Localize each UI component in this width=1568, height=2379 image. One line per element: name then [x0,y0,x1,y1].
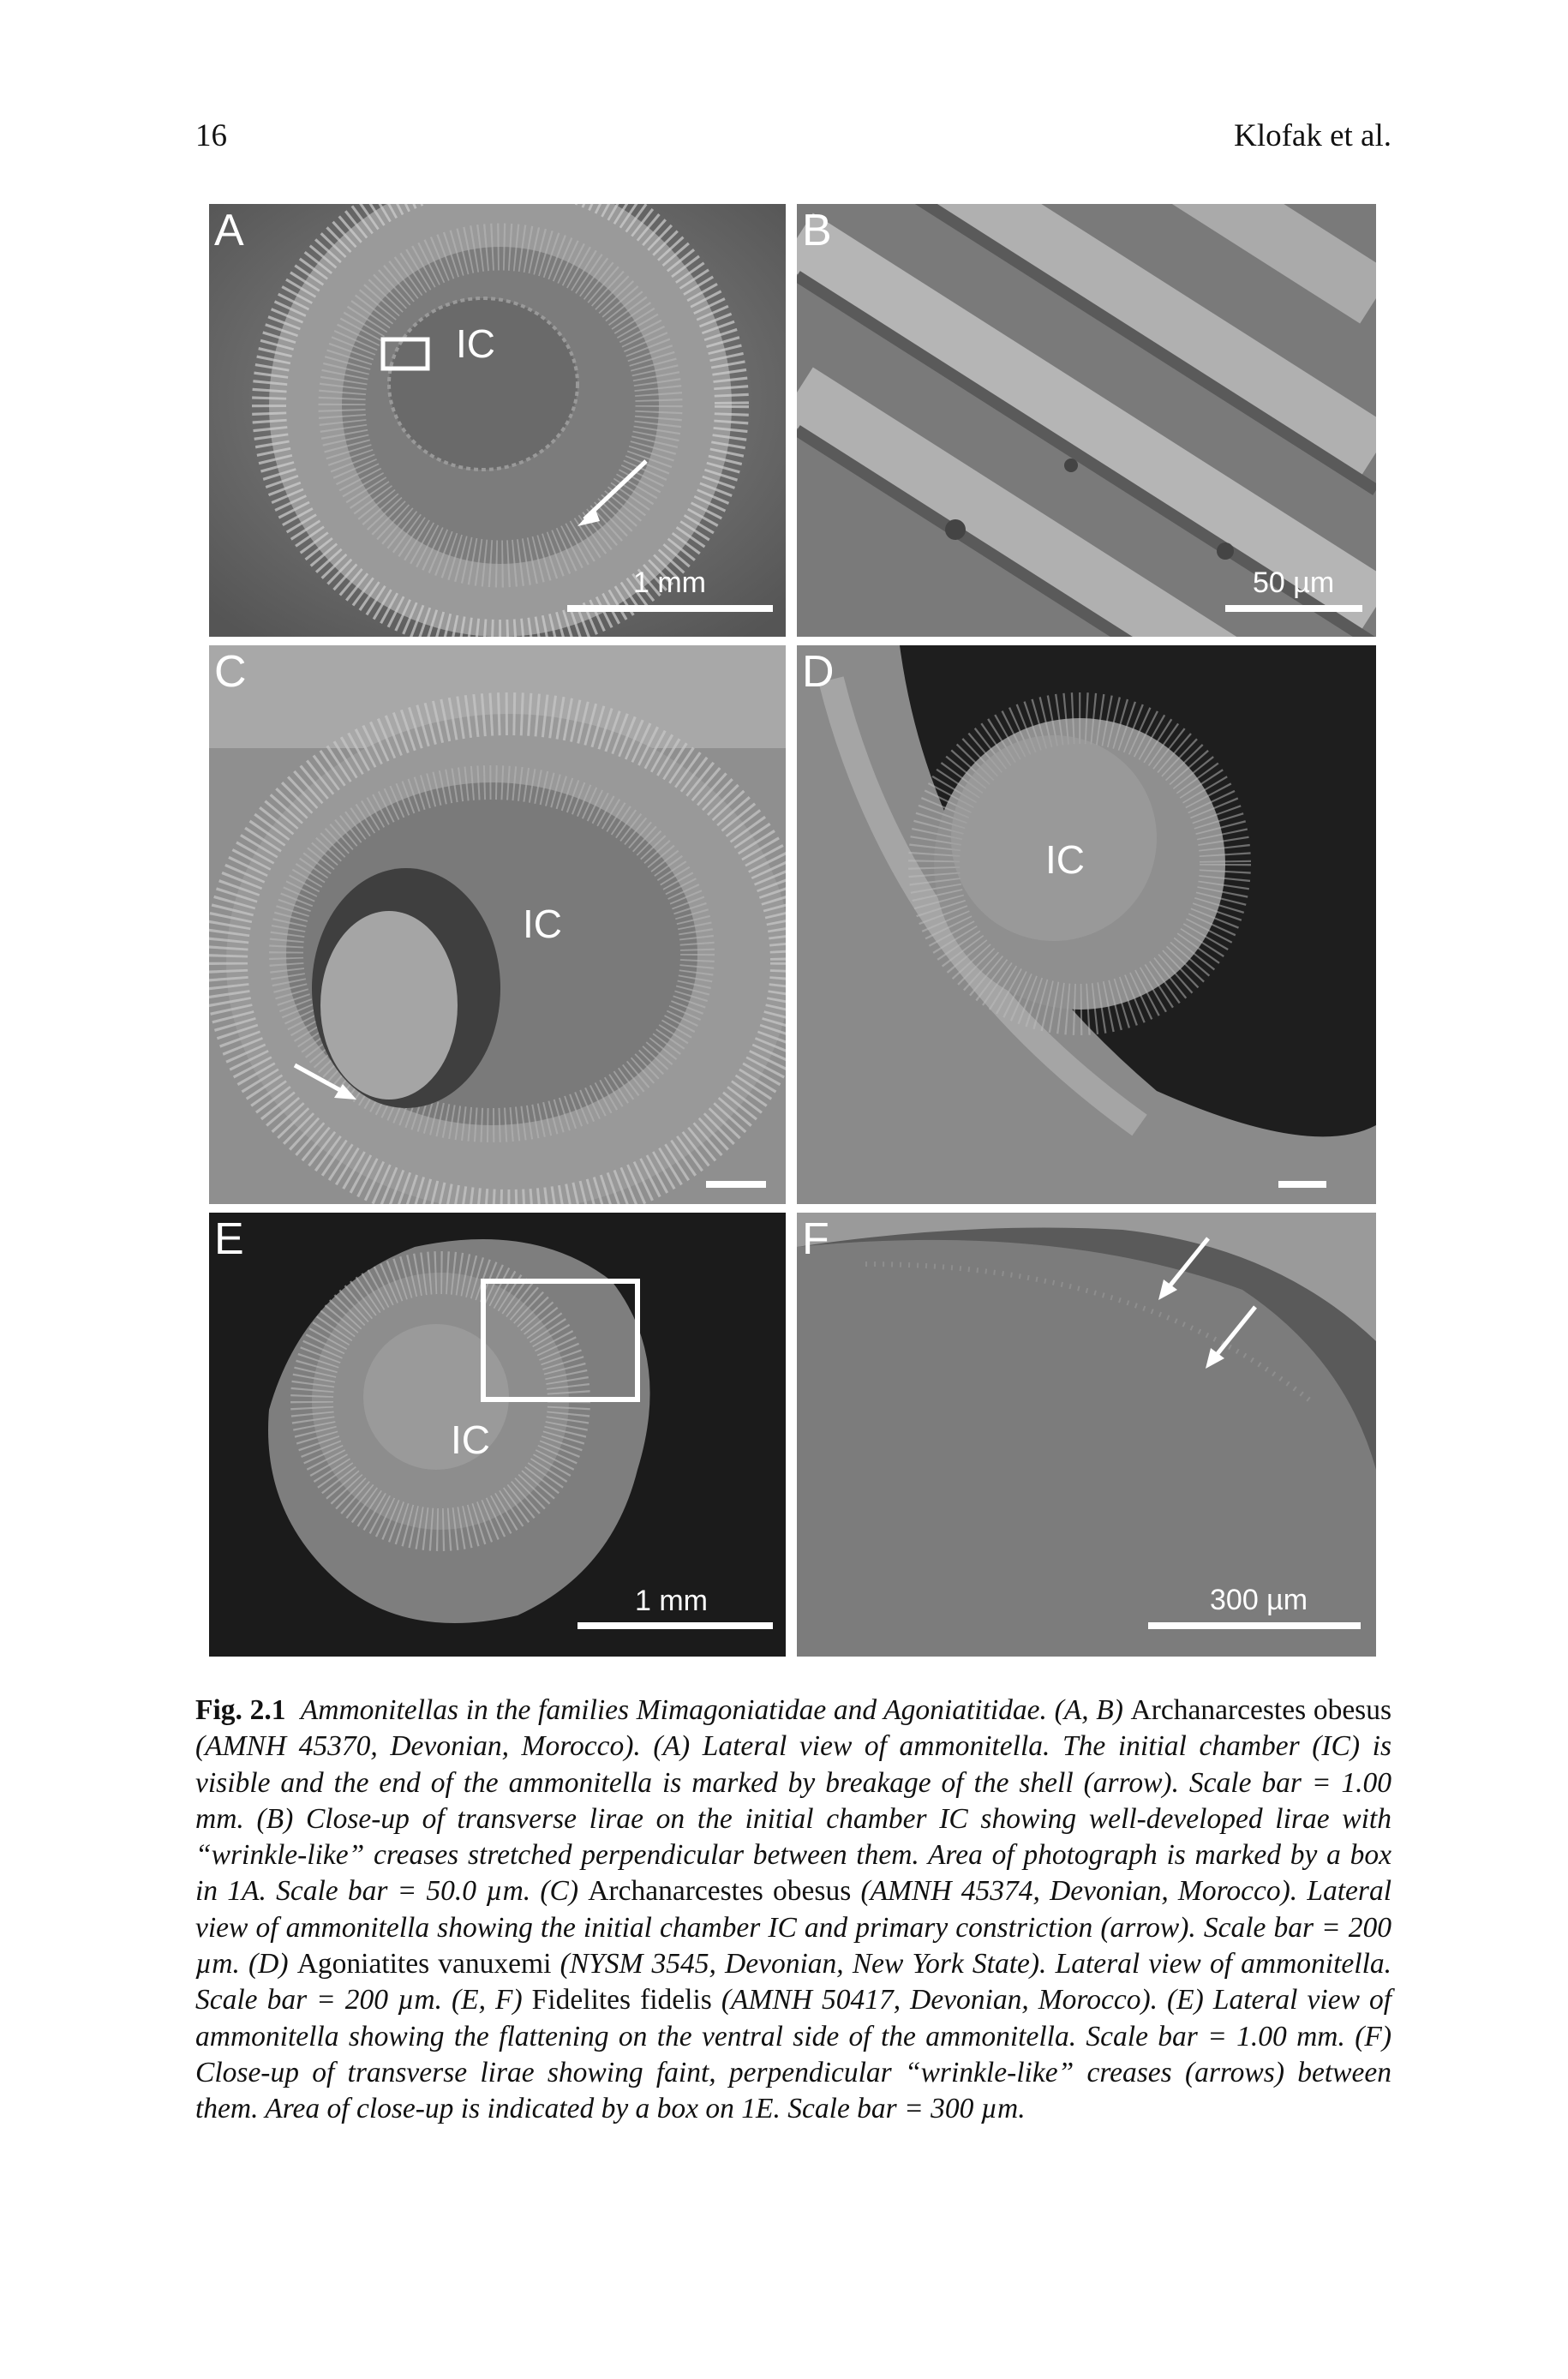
figure-panel-f [797,1213,1376,1657]
caption-segment: (AMNH 50417, Devonian, Morocco). (E) Lateral view of ammonitella showing the flattening on the ventral side of the ammonitella. Scale bar = 1.00 mm. (F) Close-up of transverse lirae showing faint, perpendicular “wrinkle-like” creases (arrows) between them. Area of close-up is indicated by a box on 1E. Scale bar = 300 µm. [195,1984,1391,2125]
sem-photo-ammonitella-constriction [209,645,786,1204]
scale-bar-a [567,605,773,612]
panel-letter-d: D [802,647,835,697]
scale-bar-label-f: 300 µm [1210,1584,1308,1616]
scale-bar-c [706,1181,766,1188]
caption-segment: Ammonitellas in the families Mimagoniatidae and Agoniatitidae. (A, B) [300,1694,1131,1726]
caption-segment: (AMNH 45370, Devonian, Morocco). (A) Lateral view of ammonitella. The initial chamber (IC) is visible and the end of the ammonitella is marked by breakage of the shell (arrow). Scale bar = 1.00 mm. (B) Close-up of transverse lirae on the initial chamber IC showing well-developed lirae with “wrinkle-like” creases stretched perpendicular between them. Area of photograph is marked by a box in 1A. Scale bar = 50.0 µm. (C) [195,1730,1391,1908]
figure-panel-b [797,204,1376,637]
initial-chamber-label-a: IC [456,321,495,366]
caption-segment: (AMNH 45374, Devonian, Morocco). Lateral view of ammonitella showing the initial chamber IC and primary constriction (arrow). Scale bar = 200 µm. (D) [195,1875,1392,1981]
caption-taxon-name: Fidelites fidelis [531,1984,712,2016]
caption-taxon-name: Archanarcestes obesus [1130,1694,1392,1726]
caption-taxon-name: Archanarcestes obesus [588,1875,852,1908]
caption-segment: (NYSM 3545, Devonian, New York State). Lateral view of ammonitella. Scale bar = 200 µm. (E, F) [195,1948,1392,2016]
scale-bar-label-a: 1 mm [633,566,706,599]
scale-bar-f [1148,1622,1361,1629]
panel-letter-e: E [214,1214,244,1264]
running-head-authors: Klofak et al. [1234,118,1391,153]
figure-panel-d [797,645,1376,1204]
page-number: 16 [195,118,227,153]
scale-bar-d [1278,1181,1326,1188]
figure-caption [195,1693,1391,2128]
initial-chamber-label-e: IC [451,1417,490,1462]
caption-taxon-name: Agoniatites vanuxemi [296,1948,552,1981]
figure-label: Fig. 2.1 [195,1694,286,1726]
scale-bar-b [1225,605,1362,612]
scale-bar-label-e: 1 mm [635,1585,708,1617]
scale-bar-e [578,1622,773,1629]
panel-letter-c: C [214,647,247,697]
figure-panel-c [209,645,786,1204]
panel-letter-b: B [802,206,832,255]
caption-text [195,1694,1391,2124]
sem-photo-ammonitella-agoniatites [797,645,1376,1204]
figure-panel-e [209,1213,786,1657]
panel-letter-f: F [802,1214,829,1264]
initial-chamber-label-d: IC [1045,837,1085,882]
panel-letter-a: A [214,206,244,255]
scale-bar-label-b: 50 µm [1253,566,1335,599]
figure-panel-a [209,204,786,637]
initial-chamber-label-c: IC [523,902,562,946]
